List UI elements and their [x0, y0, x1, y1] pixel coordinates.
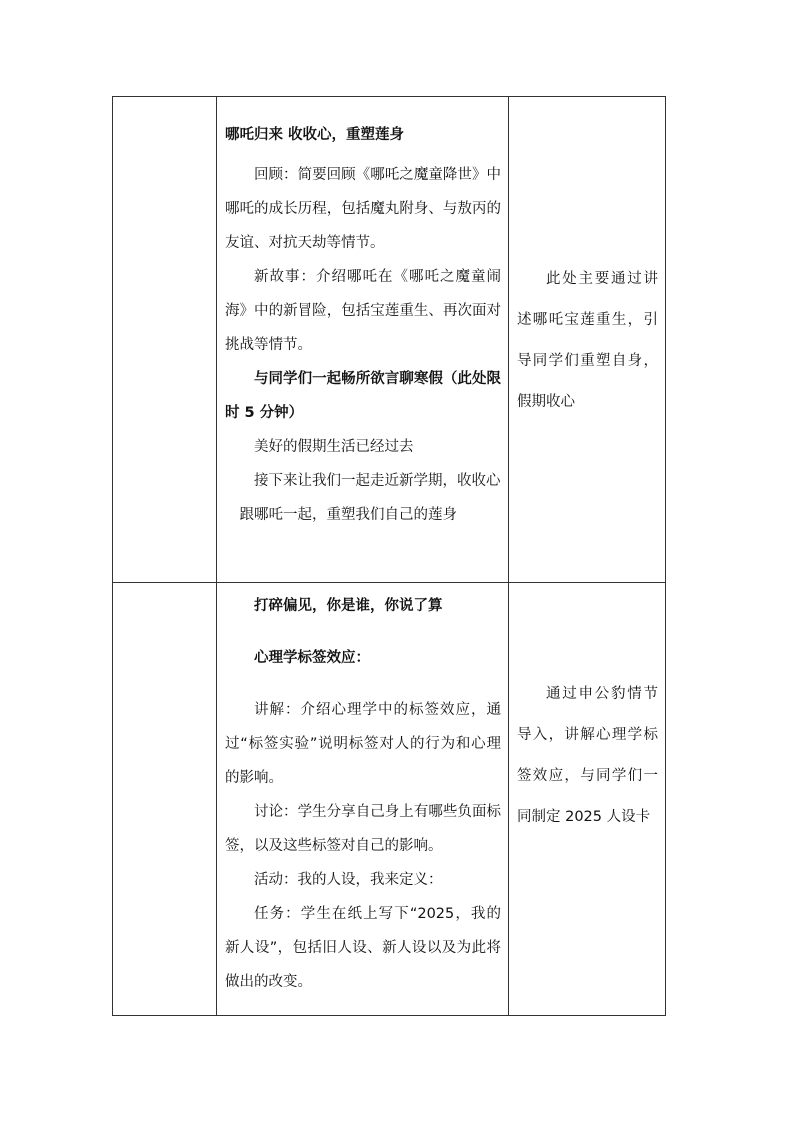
- table-row: [113, 97, 666, 583]
- content-cell: [217, 97, 509, 583]
- design-note: 通过申公豹情节导入，讲解心理学标签效应，与同学们一同制定 2025 人设卡: [517, 686, 658, 825]
- task-paragraph: 任务：学生在纸上写下“2025，我的新人设”，包括旧人设、新人设以及为此将做出的改变。: [225, 906, 501, 990]
- empty-cell: [113, 583, 217, 1016]
- explain-paragraph: 讲解：介绍心理学中的标签效应，通过“标签实验”说明标签对人的行为和心理的影响。: [225, 702, 501, 786]
- text-line: 接下来让我们一起走近新学期，收收心: [254, 473, 501, 489]
- review-paragraph: 回顾：简要回顾《哪吒之魔童降世》中哪吒的成长历程，包括魔丸附身、与敖丙的友谊、对抗天劫等情节。: [225, 167, 501, 251]
- section-title: 打碎偏见，你是谁，你说了算: [254, 598, 443, 614]
- new-story-paragraph: 新故事：介绍哪吒在《哪吒之魔童闹海》中的新冒险，包括宝莲重生、再次面对挑战等情节。: [225, 269, 501, 353]
- design-note: 此处主要通过讲述哪吒宝莲重生，引导同学们重塑自身，假期收心: [517, 271, 658, 410]
- discuss-paragraph: 讨论：学生分享自己身上有哪些负面标签，以及这些标签对自己的影响。: [225, 804, 501, 854]
- text-line: 跟哪吒一起，重塑我们自己的莲身: [239, 507, 457, 523]
- lesson-plan-table: [112, 96, 666, 1016]
- chat-heading: 与同学们一起畅所欲言聊寒假（此处限时 5 分钟）: [225, 371, 501, 421]
- note-cell: [509, 97, 666, 583]
- section-title: 哪吒归来 收收心，重塑莲身: [225, 127, 405, 143]
- spacer: [225, 623, 501, 641]
- table-row: [113, 583, 666, 1016]
- empty-cell: [113, 97, 217, 583]
- note-cell: [509, 583, 666, 1016]
- activity-paragraph: 活动：我的人设，我来定义：: [254, 872, 443, 888]
- section-subtitle: 心理学标签效应：: [254, 650, 370, 666]
- content-cell: [217, 583, 509, 1016]
- spacer: [225, 675, 501, 693]
- text-line: 美好的假期生活已经过去: [254, 439, 414, 455]
